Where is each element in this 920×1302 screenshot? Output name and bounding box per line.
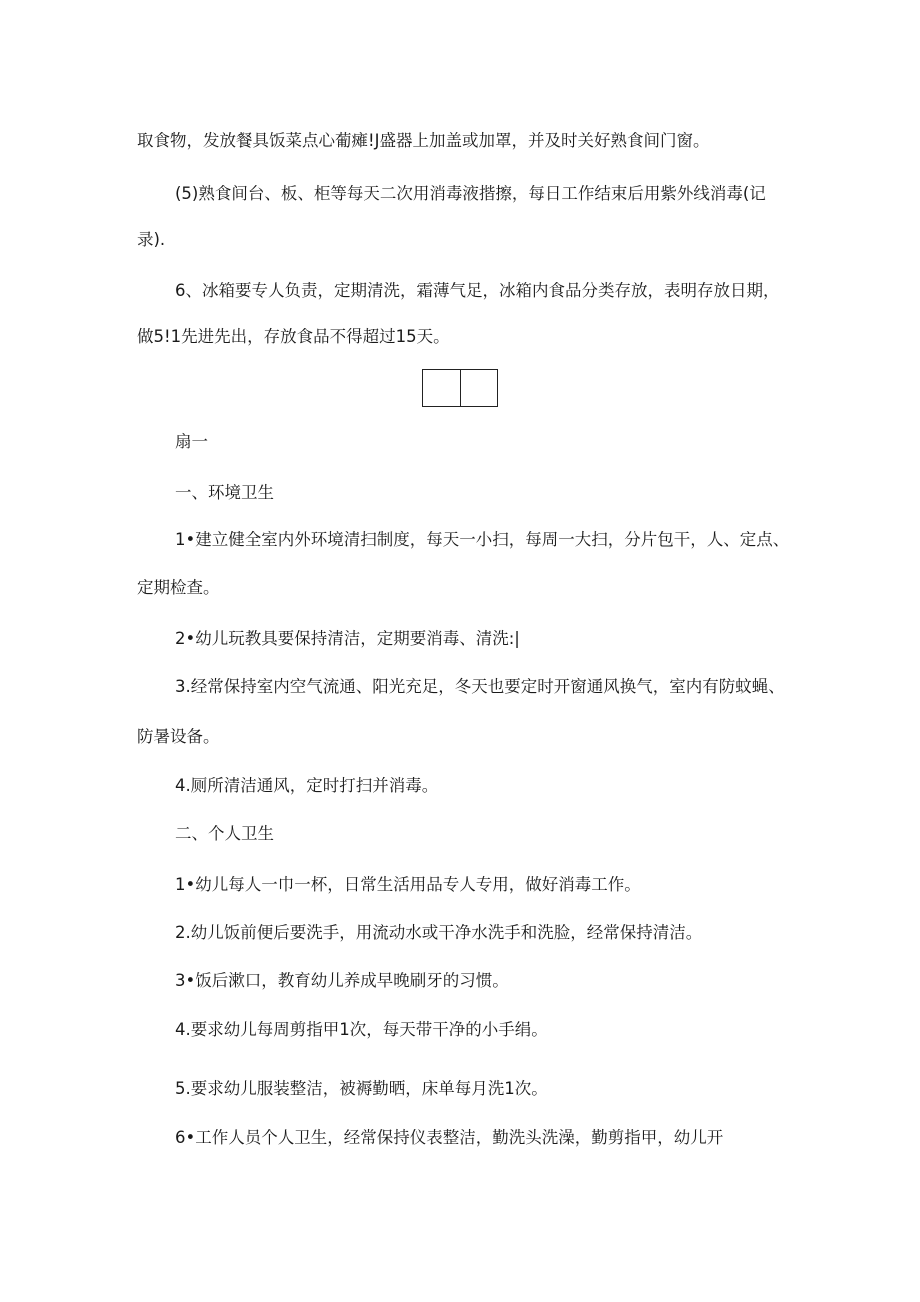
paragraph-line: 3.经常保持室内空气流通、阳光充足，冬天也要定时开窗通风换气，室内有防蚊蝇、 <box>175 677 785 696</box>
paragraph-line: 5.要求幼儿服装整洁，被褥勤晒，床单每月洗1次。 <box>175 1079 548 1098</box>
paragraph-line: 6•工作人员个人卫生，经常保持仪表整洁，勤洗头洗澡，勤剪指甲，幼儿开 <box>175 1128 724 1147</box>
paragraph-line: 3•饭后漱口，教育幼儿养成早晚刷牙的习惯。 <box>175 971 509 990</box>
paragraph-line: 4.厕所清洁通风，定时打扫并消毒。 <box>175 776 439 795</box>
section-heading: 一、环境卫生 <box>175 483 274 502</box>
empty-table-box <box>422 369 498 407</box>
paragraph-line: 防暑设备。 <box>137 727 220 746</box>
paragraph-line: 6、冰箱要专人负责，定期清洗，霜薄气足，冰箱内食品分类存放，表明存放日期， <box>175 281 780 300</box>
paragraph-line: 2.幼儿饭前便后要洗手，用流动水或干净水洗手和洗脸，经常保持清洁。 <box>175 923 703 942</box>
paragraph-line: 定期检查。 <box>137 578 220 597</box>
paragraph-line: 录). <box>137 230 166 249</box>
section-marker: 扇一 <box>175 432 208 451</box>
section-heading: 二、个人卫生 <box>175 824 274 843</box>
paragraph-line: 取食物，发放餐具饭菜点心葡瘫!J盛器上加盖或加罩，并及时关好熟食间门窗。 <box>137 131 710 150</box>
paragraph-line: 1•建立健全室内外环境清扫制度，每天一小扫，每周一大扫，分片包干，人、定点、 <box>175 530 790 549</box>
paragraph-line: (5)熟食间台、板、柜等每天二次用消毒液揩擦，每日工作结束后用紫外线消毒(记 <box>175 184 766 203</box>
paragraph-line: 做5!1先进先出，存放食品不得超过15天。 <box>137 327 450 346</box>
paragraph-line: 4.要求幼儿每周剪指甲1次，每天带干净的小手绢。 <box>175 1020 548 1039</box>
paragraph-line: 2•幼儿玩教具要保持清洁，定期要消毒、清洗:| <box>175 629 520 648</box>
paragraph-line: 1•幼儿每人一巾一杯，日常生活用品专人专用，做好消毒工作。 <box>175 875 641 894</box>
table-divider <box>460 370 461 406</box>
